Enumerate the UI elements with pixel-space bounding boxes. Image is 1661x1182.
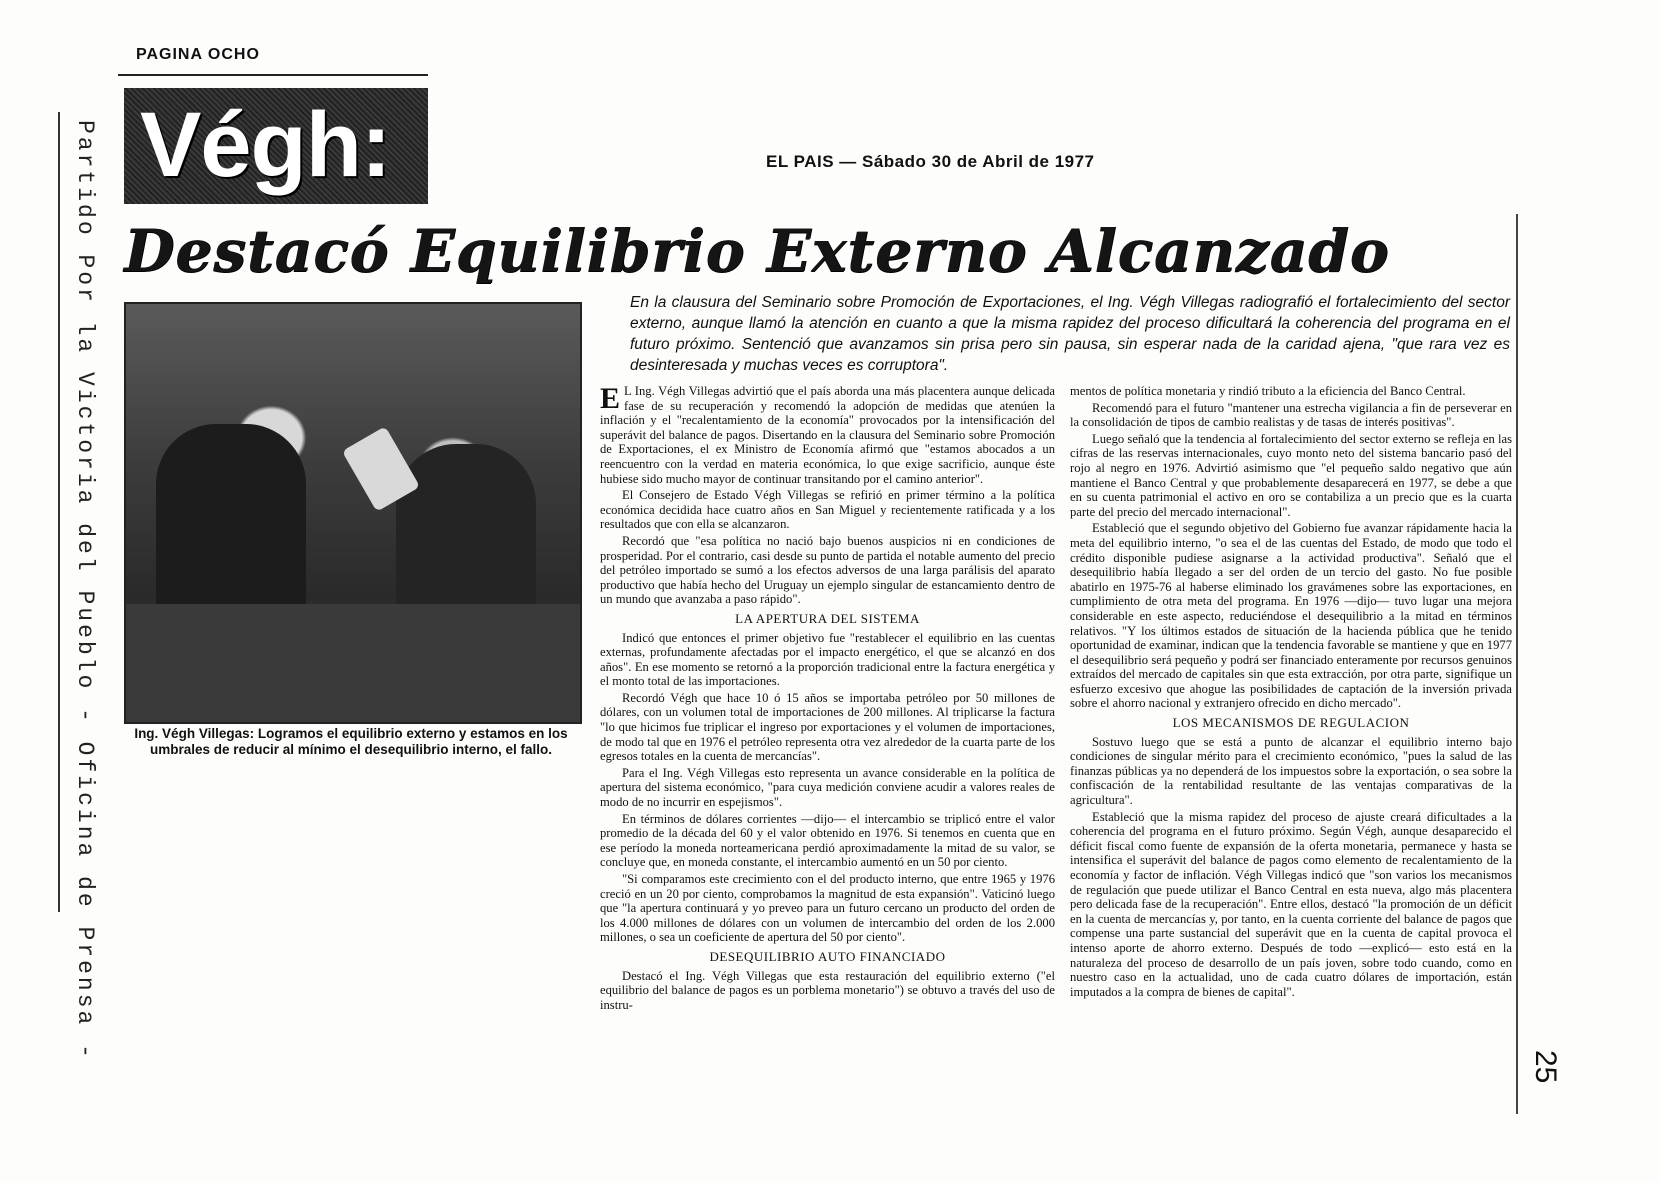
paragraph: Sostuvo luego que se está a punto de alcanzar el equilibrio interno bajo condiciones de singular mérito para el crecimiento económico, "pues la salud de las finanzas públicas ya no dependerá de los impuestos sobre la exportación, o sea sobre la confiscación de la rentabilidad resultante de las ventajas comparativas de la agricultura". [1070, 734, 1512, 808]
article-column-2 [1070, 384, 1512, 1001]
subheading: LA APERTURA DEL SISTEMA [735, 610, 920, 626]
paragraph: Estableció que la misma rapidez del proceso de ajuste creará dificultades a la coherencia del programa en el futuro próximo. Según Végh, aunque desaparecido el déficit fiscal como fuente de expansión de la oferta monetaria, permanece y hasta se intensifica el superávit del balance de pagos como elemento de recalentamiento de la economía y factor de inflación. Végh Villegas indicó que "son varios los mecanismos de regulación que puede utilizar el Banco Central en esta nueva, algo más placentera pero delicada fase de la recuperación". Entre ellos, destacó "la promoción de un déficit en la cuenta de mercancías y, por tanto, en la cuenta corriente del balance de pagos que compense una parte sustancial del superávit que en la cuenta de capital provoca el intenso aporte de ahorro externo. Después de todo —explicó— esto está en la naturaleza del proceso de desarrollo de un país joven, sobre todo cuando, como en nuestro caso en la actualidad, uno de cada cuatro dólares de importación, están imputados a la compra de bienes de capital". [1070, 809, 1512, 999]
drop-cap: E [600, 382, 621, 415]
paragraph: En términos de dólares corrientes —dijo— el intercambio se triplicó entre el valor promedio de la década del 60 y el valor obtenido en 1976. Si tenemos en cuenta que en ese período la moneda norteamericana perdió aproximadamente la mitad de su valor, se concluye que, en moneda constante, el intercambio aumentó en un 50 por ciento. [600, 811, 1055, 870]
paragraph: El Consejero de Estado Végh Villegas se refirió en primer término a la política económica decidida hace cuatro años en San Miguel y recientemente ratificada y a los resultados que con ella se alcanzaron. [600, 488, 1055, 532]
headline: Destacó Equilibrio Externo Alcanzado [124, 217, 1390, 285]
column-rule [1516, 214, 1518, 1114]
paragraph: E L Ing. Végh Villegas advirtió que el país aborda una más placentera aunque delicada fase de su recuperación y recomendó la adopción de medidas que atenúen la inflación y el "recalentamiento de la economía" provocados por la intensificación del superávit del balance de pagos. Disertando en la clausura del Seminario sobre Promoción de Exportaciones, el ex Ministro de Economía afirmó que "estamos abocados a un reencuentro con la verdad en materia económica, lo que exige sacrificio, aunque éste hubiese sido mucho mayor de continuar transitando por el camino anterior". [600, 382, 1055, 486]
page-label: PAGINA OCHO [136, 46, 260, 63]
folio-number: 25 [1529, 1050, 1562, 1084]
paragraph: Recordó que "esa política no nació bajo buenos auspicios ni en condiciones de prosperidad. Por el contrario, casi desde su punto de partida el notable aumento del precio del petróleo importado se sumó a los efectos adversos de una larga parálisis del aparato productivo que había hecho del Uruguay un ejemplo singular de estancamiento dentro de un mundo que avanzaba a paso rápido". [600, 533, 1055, 607]
lead-paragraph: En la clausura del Seminario sobre Promoción de Exportaciones, el Ing. Végh Villegas radiografió el fortalecimiento del sector externo, aunque llamó la atención en cuanto a que la misma rapidez del proceso dificultará la coherencia del programa en el futuro próximo. Sentenció que avanzamos sin prisa pero sin pausa, sin esperar nada de la caridad ajena, "que rara vez es desinteresada y muchas veces es corruptora". [630, 294, 1510, 374]
paragraph: "Si comparamos este crecimiento con el del producto interno, que entre 1965 y 1976 creció en un 20 por ciento, comprobamos la magnitud de esta expansión". Vaticinó luego que "la apertura continuará y yo preveo para un futuro cercano un producto del orden de los 4.000 millones de dólares con un volumen de intercambio del orden de los 2.000 millones, o sea un coeficiente de apertura del 50 por ciento". [600, 872, 1055, 945]
dateline: EL PAIS — Sábado 30 de Abril de 1977 [766, 152, 1095, 171]
paragraph: Estableció que el segundo objetivo del Gobierno fue avanzar rápidamente hacia la meta del equilibrio interno, "o sea el de las cuentas del Estado, de modo que todo el crédito disponible pudiese asignarse a la actividad productiva". Señaló que el desequilibrio había llegado a ser del orden de un tercio del gasto. No fue posible abatirlo en 1975-76 al haberse eliminado los gravámenes sobre las exportaciones, en cumplimiento de otra meta del programa. En 1976 —dijo— tuvo lugar una mejora considerable en este aspecto, reduciéndose el desequilibrio a la mitad en términos relativos. "Y los últimos estados de situación de la hacienda pública que he tenido oportunidad de examinar, indican que la tendencia favorable se mantiene y que en 1977 el desequilibrio será pequeño y podrá ser financiado enteramente por recursos genuinos extraídos del mercado de capitales sin que esta extracción, por otra parte, signifique un esfuerzo excesivo que ahogue las posibilidades de captación de la inversión privada sobre el ahorro nacional y extranjero ofrecido en dicho mercado". [1070, 521, 1512, 711]
paragraph: Luego señaló que la tendencia al fortalecimiento del sector externo se refleja en las cifras de las reservas internacionales, cuyo monto neto del sistema bancario pasó del rojo al negro en 1976. Advirtió asimismo que "el pequeño saldo negativo que aún mantiene el Banco Central y que probablemente desaparecerá en 1977, se debe a que en su cuenta patrimonial el activo en oro se contabiliza a un precio que es la cuarta parte del precio del mercado internacional". [1070, 431, 1512, 519]
photo-table [126, 604, 580, 722]
article-column-1 [600, 384, 1055, 1014]
side-stamp-text: Partido Por la Victoria del Pueblo - Oficina de Prensa - [72, 120, 98, 1061]
subheading: LOS MECANISMOS DE REGULACION [1172, 715, 1410, 731]
paragraph: Destacó el Ing. Végh Villegas que esta restauración del equilibrio externo ("el equilibrio del balance de pagos es un porblema monetario") se obtuvo a través del uso de instru- [600, 968, 1055, 1012]
top-rule [118, 74, 428, 76]
title-banner-text: Végh: [140, 94, 391, 196]
paragraph: Recordó Végh que hace 10 ó 15 años se importaba petróleo por 50 millones de dólares, con un volumen total de importaciones de 200 millones. Al triplicarse la factura "lo que hicimos fue triplicar el ingreso por exportaciones y el volumen de importaciones, de modo tal que en 1976 el petróleo representa otra vez alrededor de la cuarta parte de los egresos totales en la cuenta de mercancías". [600, 690, 1055, 764]
paragraph: Para el Ing. Végh Villegas esto representa un avance considerable en la política de apertura del sistema económico, "para cuya medición conviene acudir a valores reales de modo de no incurrir en espejismos". [600, 765, 1055, 810]
paragraph: Indicó que entonces el primer objetivo fue "restablecer el equilibrio en las cuentas externas, profundamente afectadas por el impacto energético, el que se alcanzó en dos años". En ese momento se retornó a la proporción tradicional entre la factura energética y el monto total de las importaciones. [600, 630, 1055, 689]
photo-caption: Ing. Végh Villegas: Logramos el equilibrio externo y estamos en los umbrales de reducir al mínimo el desequilibrio interno, el fallo. [134, 726, 568, 757]
paragraph: Recomendó para el futuro "mantener una estrecha vigilancia a fin de perseverar en la consolidación de tipos de cambio realistas y de tasas de interés positivas". [1070, 400, 1512, 430]
article-photo [124, 302, 582, 724]
paragraph: mentos de política monetaria y rindió tributo a la eficiencia del Banco Central. [1070, 384, 1466, 398]
subheading: DESEQUILIBRIO AUTO FINANCIADO [709, 948, 946, 964]
